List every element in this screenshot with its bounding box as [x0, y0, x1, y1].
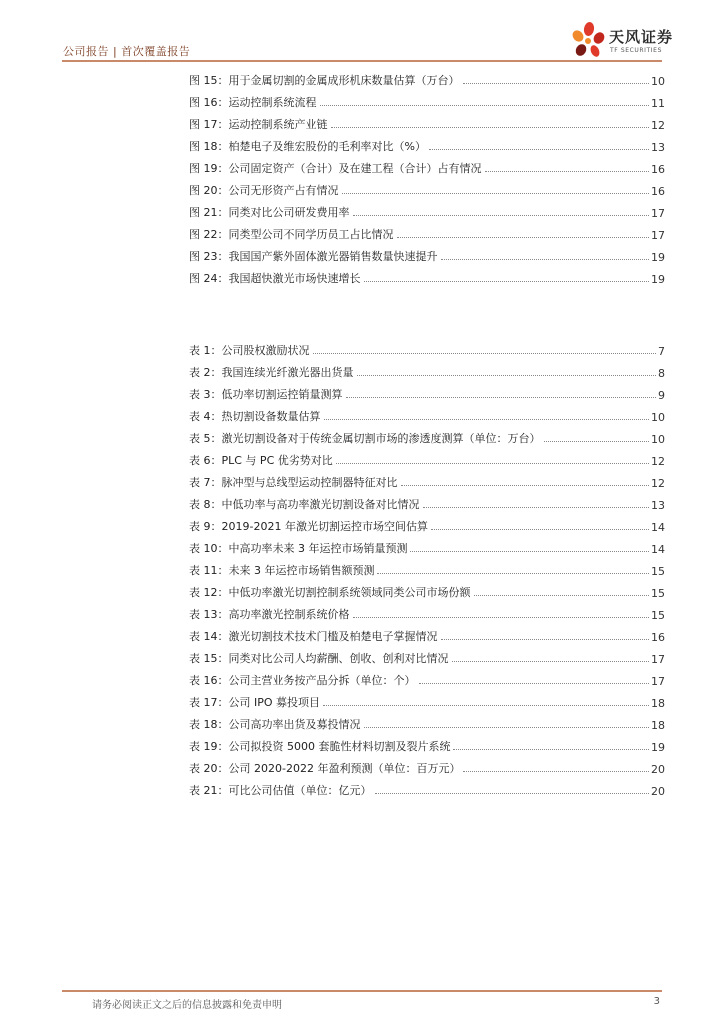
table-entry-page: 18: [651, 719, 665, 732]
figure-entry-label: 图 21：同类对比公司研发费用率: [189, 206, 350, 219]
figure-entry-page: 13: [651, 141, 665, 154]
dot-leader: [544, 441, 650, 442]
table-entry-page: 18: [651, 697, 665, 710]
table-entry[interactable]: [189, 490, 665, 512]
table-entry-label: 表 1：公司股权激励状况: [189, 344, 310, 357]
table-entry-page: 13: [651, 499, 665, 512]
table-entry[interactable]: [189, 622, 665, 644]
dot-leader: [346, 397, 657, 398]
table-entry-label: 表 5：激光切割设备对于传统金属切割市场的渗透度测算（单位：万台）: [189, 432, 541, 445]
figure-entry[interactable]: [189, 132, 665, 154]
figure-entry[interactable]: [189, 110, 665, 132]
table-entry-page: 10: [651, 433, 665, 446]
table-entry-label: 表 21：可比公司估值（单位：亿元）: [189, 784, 372, 797]
table-entry-page: 15: [651, 565, 665, 578]
table-entry[interactable]: [189, 578, 665, 600]
table-entry-label: 表 6：PLC 与 PC 优劣势对比: [189, 454, 333, 467]
dot-leader: [441, 639, 650, 640]
table-entry-page: 14: [651, 521, 665, 534]
table-entry[interactable]: [189, 380, 665, 402]
dot-leader: [336, 463, 649, 464]
figure-entry-label: 图 16：运动控制系统流程: [189, 96, 317, 109]
table-entry-label: 表 4：热切割设备数量估算: [189, 410, 321, 423]
table-entry-label: 表 18：公司高功率出货及募投情况: [189, 718, 361, 731]
figure-entry[interactable]: [189, 66, 665, 88]
figure-entry[interactable]: [189, 264, 665, 286]
table-entry[interactable]: [189, 776, 665, 798]
company-logo: [569, 20, 679, 64]
dot-leader: [485, 171, 650, 172]
figure-entry[interactable]: [189, 198, 665, 220]
table-entry-label: 表 2：我国连续光纤激光器出货量: [189, 366, 354, 379]
figure-entry-page: 19: [651, 273, 665, 286]
figure-entry[interactable]: [189, 176, 665, 198]
table-entry[interactable]: [189, 600, 665, 622]
dot-leader: [463, 83, 650, 84]
dot-leader: [313, 353, 657, 354]
dot-leader: [377, 573, 649, 574]
dot-leader: [324, 419, 650, 420]
table-entry-page: 20: [651, 763, 665, 776]
dot-leader: [419, 683, 650, 684]
table-entry[interactable]: [189, 402, 665, 424]
table-entry-page: 12: [651, 455, 665, 468]
table-entry[interactable]: [189, 358, 665, 380]
table-entry-page: 16: [651, 631, 665, 644]
table-entry-page: 14: [651, 543, 665, 556]
table-entry-label: 表 8：中低功率与高功率激光切割设备对比情况: [189, 498, 420, 511]
figure-entry-label: 图 17：运动控制系统产业链: [189, 118, 328, 131]
dot-leader: [431, 529, 649, 530]
table-entry-label: 表 11：未来 3 年运控市场销售额预测: [189, 564, 375, 577]
table-entry-label: 表 17：公司 IPO 募投项目: [189, 696, 321, 709]
dot-leader: [441, 259, 650, 260]
dot-leader: [410, 551, 649, 552]
dot-leader: [474, 595, 650, 596]
table-index: [189, 336, 665, 798]
figure-entry-label: 图 22：同类型公司不同学历员工占比情况: [189, 228, 394, 241]
disclaimer-note: 请务必阅读正文之后的信息披露和免责申明: [92, 1000, 282, 1011]
table-entry-page: 10: [651, 411, 665, 424]
dot-leader: [353, 215, 650, 216]
table-entry[interactable]: [189, 732, 665, 754]
figure-entry[interactable]: [189, 220, 665, 242]
logo-text-en: TF SECURITIES: [610, 47, 662, 54]
dot-leader: [397, 237, 650, 238]
dot-leader: [364, 281, 650, 282]
figure-entry-label: 图 18：柏楚电子及维宏股份的毛利率对比（%）: [189, 140, 426, 153]
figure-entry-page: 16: [651, 185, 665, 198]
flower-logo-icon: [569, 20, 605, 60]
table-entry-page: 20: [651, 785, 665, 798]
table-entry-label: 表 10：中高功率未来 3 年运控市场销量预测: [189, 542, 408, 555]
table-entry-label: 表 3：低功率切割运控销量测算: [189, 388, 343, 401]
figure-entry[interactable]: [189, 154, 665, 176]
table-entry-label: 表 7：脉冲型与总线型运动控制器特征对比: [189, 476, 398, 489]
table-entry-page: 9: [658, 389, 665, 402]
table-entry[interactable]: [189, 688, 665, 710]
figure-entry-page: 17: [651, 207, 665, 220]
table-entry-page: 12: [651, 477, 665, 490]
figure-entry-label: 图 15：用于金属切割的金属成形机床数量估算（万台）: [189, 74, 460, 87]
figure-entry[interactable]: [189, 88, 665, 110]
dot-leader: [452, 661, 650, 662]
table-entry[interactable]: [189, 666, 665, 688]
table-entry-label: 表 19：公司拟投资 5000 套脆性材料切割及裂片系统: [189, 740, 451, 753]
logo-text-cn: 天风证券: [609, 28, 674, 46]
header-divider: [62, 60, 662, 62]
dot-leader: [453, 749, 649, 750]
table-entry-page: 7: [658, 345, 665, 358]
table-entry-label: 表 12：中低功率激光切割控制系统领域同类公司市场份额: [189, 586, 471, 599]
table-entry-page: 17: [651, 653, 665, 666]
table-entry[interactable]: [189, 336, 665, 358]
table-entry-label: 表 15：同类对比公司人均薪酬、创收、创利对比情况: [189, 652, 449, 665]
table-entry-page: 19: [651, 741, 665, 754]
table-entry-page: 17: [651, 675, 665, 688]
dot-leader: [429, 149, 649, 150]
table-entry-label: 表 20：公司 2020-2022 年盈利预测（单位：百万元）: [189, 762, 461, 775]
figure-entry-page: 12: [651, 119, 665, 132]
figure-entry-page: 10: [651, 75, 665, 88]
footer-divider: [62, 990, 662, 992]
figure-entry-label: 图 19：公司固定资产（合计）及在建工程（合计）占有情况: [189, 162, 482, 175]
figure-entry[interactable]: [189, 242, 665, 264]
table-entry[interactable]: [189, 556, 665, 578]
figure-entry-label: 图 24：我国超快激光市场快速增长: [189, 272, 361, 285]
table-entry-label: 表 13：高功率激光控制系统价格: [189, 608, 350, 621]
table-entry-page: 15: [651, 587, 665, 600]
dot-leader: [375, 793, 650, 794]
dot-leader: [331, 127, 650, 128]
figure-entry-page: 11: [651, 97, 665, 110]
table-entry[interactable]: [189, 534, 665, 556]
page-number: 3: [653, 996, 660, 1007]
dot-leader: [342, 193, 650, 194]
figure-entry-page: 19: [651, 251, 665, 264]
dot-leader: [463, 771, 649, 772]
figure-entry-label: 图 20：公司无形资产占有情况: [189, 184, 339, 197]
figure-entry-label: 图 23：我国国产紫外固体激光器销售数量快速提升: [189, 250, 438, 263]
table-entry[interactable]: [189, 446, 665, 468]
figure-index: [189, 66, 665, 286]
table-entry[interactable]: [189, 512, 665, 534]
table-entry-label: 表 14：激光切割技术技术门槛及柏楚电子掌握情况: [189, 630, 438, 643]
table-entry[interactable]: [189, 644, 665, 666]
dot-leader: [320, 105, 650, 106]
table-entry[interactable]: [189, 710, 665, 732]
dot-leader: [357, 375, 657, 376]
table-entry-page: 15: [651, 609, 665, 622]
figure-entry-page: 16: [651, 163, 665, 176]
dot-leader: [323, 705, 649, 706]
table-entry-label: 表 9：2019-2021 年激光切割运控市场空间估算: [189, 520, 428, 533]
report-type-label: 公司报告 | 首次覆盖报告: [63, 45, 191, 58]
table-entry[interactable]: [189, 424, 665, 446]
table-entry-label: 表 16：公司主营业务按产品分拆（单位：个）: [189, 674, 416, 687]
dot-leader: [423, 507, 650, 508]
dot-leader: [353, 617, 650, 618]
dot-leader: [401, 485, 650, 486]
table-entry[interactable]: [189, 468, 665, 490]
dot-leader: [364, 727, 650, 728]
table-entry[interactable]: [189, 754, 665, 776]
figure-entry-page: 17: [651, 229, 665, 242]
table-entry-page: 8: [658, 367, 665, 380]
